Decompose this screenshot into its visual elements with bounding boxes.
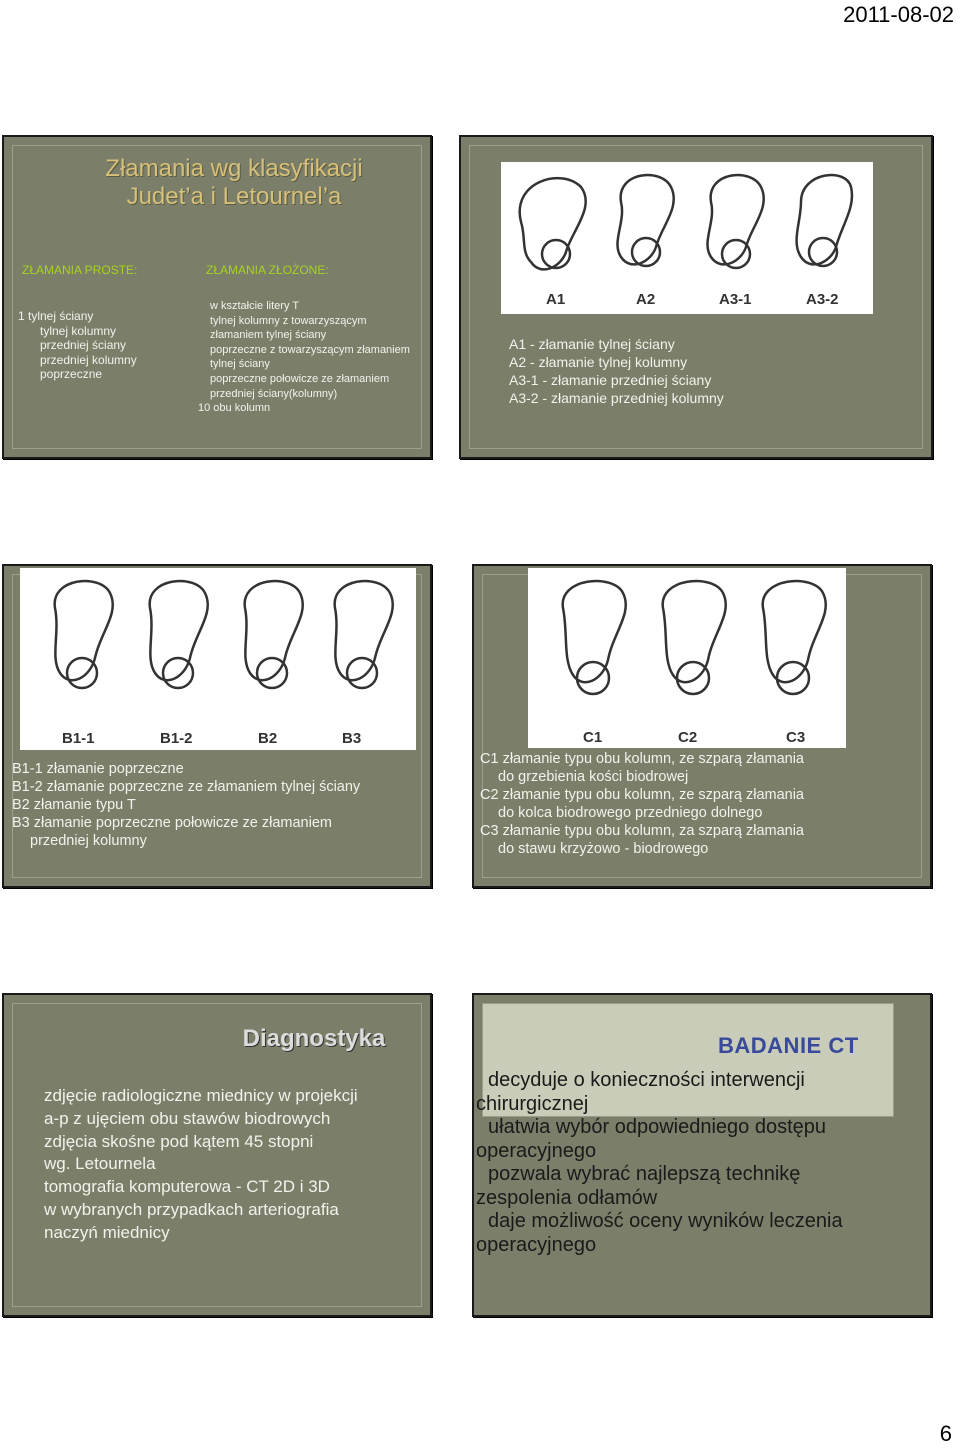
pelvis-figure-b	[20, 568, 416, 750]
list-item: przedniej ściany	[40, 338, 127, 352]
list-item: chirurgicznej	[476, 1092, 589, 1115]
slide-title: Diagnostyka	[242, 1025, 386, 1052]
figure-label: C2	[678, 729, 698, 746]
list-item: A3-2 - złamanie przedniej kolumny	[509, 390, 724, 406]
list-item: 10 obu kolumn	[198, 402, 271, 415]
list-item: A2 - złamanie tylnej kolumny	[509, 354, 688, 370]
list-item: do grzebienia kości biodrowej	[498, 769, 689, 785]
list-item: przedniej ściany(kolumny)	[210, 387, 338, 400]
figure-label: B1-2	[160, 730, 193, 747]
list-item: B1-2 złamanie poprzeczne ze złamaniem tylnej ściany	[12, 779, 361, 795]
figure-label: B3	[342, 730, 362, 747]
list-item: w wybranych przypadkach arteriografia	[44, 1199, 339, 1219]
list-item: przedniej kolumny	[40, 352, 137, 367]
list-item: daje możliwość oceny wyników leczenia	[488, 1210, 843, 1232]
figure-label: A2	[636, 291, 656, 308]
list-item: A3-1 - złamanie przedniej ściany	[509, 372, 712, 388]
ct-benefits-list	[476, 1069, 926, 1257]
slide-diagnostics	[2, 993, 432, 1317]
list-item: w kształcie litery T	[210, 300, 300, 312]
slide-type-b	[2, 564, 432, 888]
list-item: poprzeczne z towarzyszącym złamaniem	[210, 343, 410, 356]
list-item: C2 złamanie typu obu kolumn, ze szparą złamania	[480, 787, 804, 803]
list-item: B2 złamanie typu T	[12, 797, 136, 813]
type-a-descriptions	[509, 335, 909, 407]
list-item: naczyń miednicy	[44, 1222, 170, 1242]
simple-fractures-heading: ZŁAMANIA PROSTE:	[22, 263, 138, 277]
figure-label: B2	[258, 730, 278, 747]
list-item: do stawu krzyżowo - biodrowego	[498, 841, 709, 857]
list-item: operacyjnego	[476, 1233, 597, 1256]
list-item: a-p z ujęciem obu stawów biodrowych	[44, 1108, 331, 1128]
list-item: operacyjnego	[476, 1139, 597, 1162]
list-item: ułatwia wybór odpowiedniego dostępu	[488, 1116, 827, 1138]
figure-label: A3-1	[719, 291, 752, 308]
figure-label: A3-2	[806, 291, 839, 308]
list-item: pozwala wybrać najlepszą technikę	[488, 1163, 801, 1185]
slide-classification	[2, 135, 432, 459]
page-number: 6	[939, 1421, 952, 1446]
list-item: złamaniem tylnej ściany	[210, 329, 327, 342]
figure-label: C3	[786, 729, 806, 746]
figure-label: A1	[546, 291, 566, 308]
slide-title: BADANIE CT	[718, 1033, 859, 1058]
list-item: zdjęcie radiologiczne miednicy w projekcji	[44, 1086, 358, 1105]
slide-type-c	[472, 564, 932, 888]
list-item: zdjęcia skośne pod kątem 45 stopni	[44, 1131, 314, 1151]
diagnostics-list	[44, 1085, 424, 1245]
list-item: decyduje o konieczności interwencji	[488, 1069, 805, 1091]
list-item: wg. Letournela	[44, 1154, 156, 1174]
type-c-descriptions	[480, 750, 926, 858]
list-item: przedniej kolumny	[30, 833, 147, 849]
figure-label: B1-1	[62, 730, 95, 747]
slide-ct-exam	[472, 993, 932, 1317]
list-item: A1 - złamanie tylnej ściany	[509, 336, 675, 352]
complex-fractures-heading: ZŁAMANIA ZŁOŻONE:	[206, 263, 329, 277]
list-item: tylnej kolumny	[40, 323, 117, 338]
slide-title: Złamania wg klasyfikacji Judet’a i Letournel’a	[105, 155, 363, 210]
complex-fractures-list	[198, 299, 428, 416]
list-item: do kolca biodrowego przedniego dolnego	[498, 805, 763, 821]
list-item: tylnej ściany	[210, 358, 270, 371]
list-item: 1 tylnej ściany	[18, 309, 94, 323]
list-item: C1 złamanie typu obu kolumn, ze szparą złamania	[480, 751, 804, 767]
list-item: zespolenia odłamów	[476, 1186, 658, 1209]
document-date: 2011-08-02	[843, 2, 954, 27]
pelvis-figure-c	[528, 568, 846, 748]
list-item: C3 złamanie typu obu kolumn, za szparą złamania	[480, 823, 804, 839]
simple-fractures-list	[18, 309, 188, 382]
list-item: B3 złamanie poprzeczne połowicze ze złamaniem	[12, 815, 332, 831]
list-item: poprzeczne połowicze ze złamaniem	[210, 372, 390, 385]
list-item: tomografia komputerowa - CT 2D i 3D	[44, 1177, 330, 1197]
slide-type-a	[459, 135, 933, 459]
list-item: tylnej kolumny z towarzyszącym	[210, 314, 367, 327]
list-item: poprzeczne	[40, 367, 103, 381]
pelvis-figure-a	[501, 162, 873, 314]
figure-label: C1	[583, 729, 603, 746]
type-b-descriptions	[12, 760, 432, 850]
list-item: B1-1 złamanie poprzeczne	[12, 761, 184, 777]
